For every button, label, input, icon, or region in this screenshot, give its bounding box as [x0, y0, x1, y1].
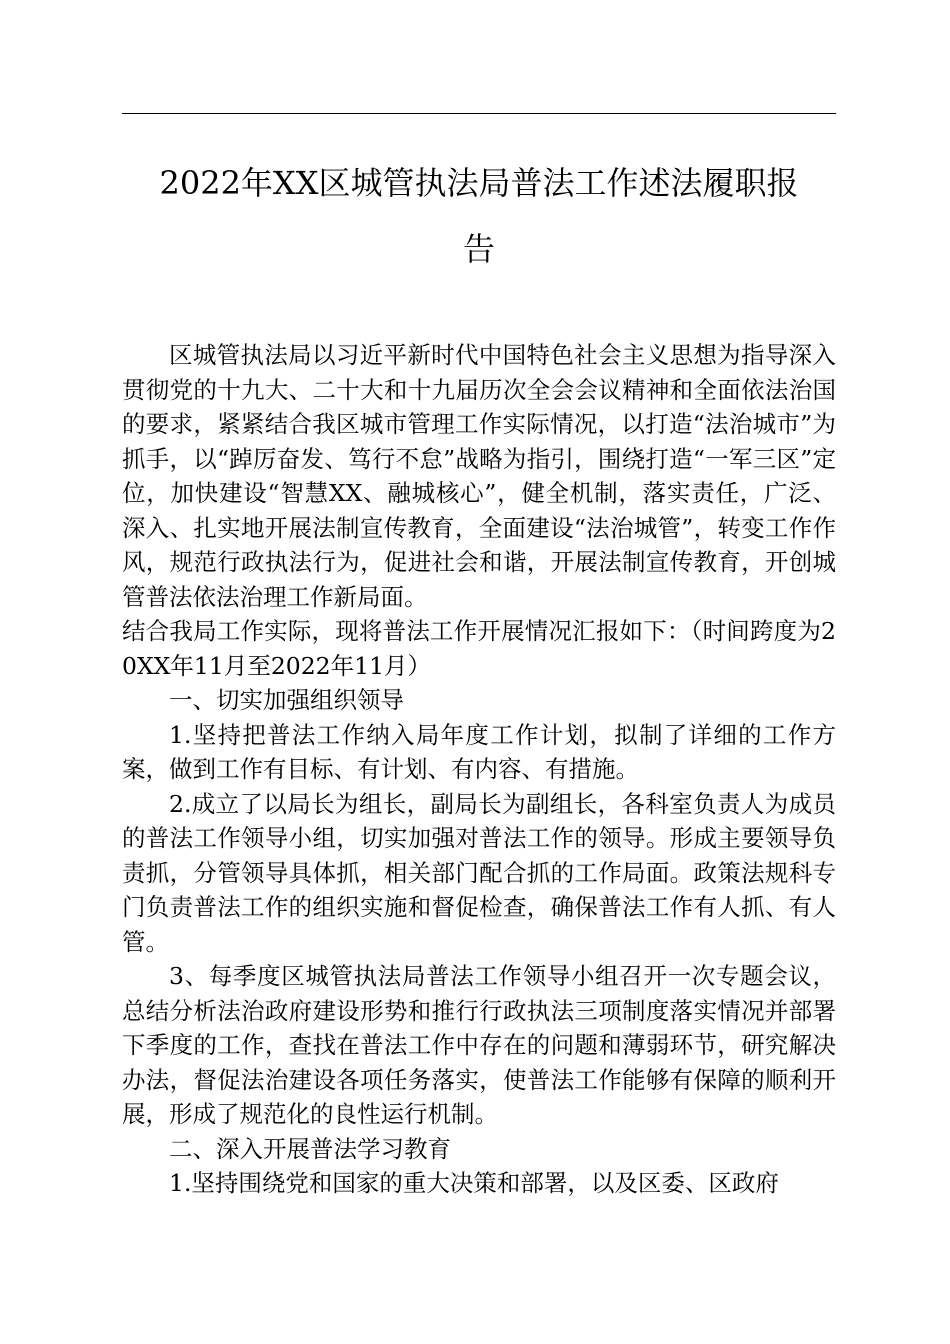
- intro-paragraph: 区城管执法局以习近平新时代中国特色社会主义思想为指导深入贯彻党的十九大、二十大和十九届历次全会会议精神和全面依法治国的要求，紧紧结合我区城市管理工作实际情况，以打造“法治城市”为抓手，以“踔厉奋发、笃行不怠”战略为指引，围绕打造“一军三区”定位，加快建设“智慧XX、融城核心”，健全机制，落实责任，广泛、深入、扎实地开展法制宣传教育，全面建设“法治城管”，转变工作作风，规范行政执法行为，促进社会和谐，开展法制宣传教育，开创城管普法依法治理工作新局面。: [122, 341, 836, 611]
- title-line-2: 告: [462, 230, 495, 268]
- document-body: [122, 338, 836, 1201]
- section-1-item-3: 3、每季度区城管执法局普法工作领导小组召开一次专题会议，总结分析法治政府建设形势和推行行政执法三项制度落实情况并部署下季度的工作，查找在普法工作中存在的问题和薄弱环节，研究解决办法，督促法治建设各项任务落实，使普法工作能够有保障的顺利开展，形成了规范化的良性运行机制。: [122, 962, 836, 1128]
- section-2-heading: 二、深入开展普法学习教育: [169, 1134, 451, 1163]
- intro-tail-paragraph: 结合我局工作实际，现将普法工作开展情况汇报如下：（时间跨度为20XX年11月至2022年11月）: [122, 617, 836, 680]
- section-1-item-1: 1.坚持把普法工作纳入局年度工作计划，拟制了详细的工作方案，做到工作有目标、有计划、有内容、有措施。: [122, 720, 836, 783]
- section-1-heading: 一、切实加强组织领导: [169, 686, 404, 714]
- header-rule: [122, 113, 836, 114]
- section-1-item-2: 2.成立了以局长为组长，副局长为副组长，各科室负责人为成员的普法工作领导小组，切实加强对普法工作的领导。形成主要领导负责抓，分管领导具体抓，相关部门配合抓的工作局面。政策法规科专门负责普法工作的组织实施和督促检查，确保普法工作有人抓、有人管。: [122, 789, 836, 956]
- title-line-1: 2022年XX区城管执法局普法工作述法履职报: [159, 164, 799, 202]
- section-2-item-1: 1.坚持围绕党和国家的重大决策和部署，以及区委、区政府: [169, 1169, 779, 1197]
- document-title: [122, 150, 836, 282]
